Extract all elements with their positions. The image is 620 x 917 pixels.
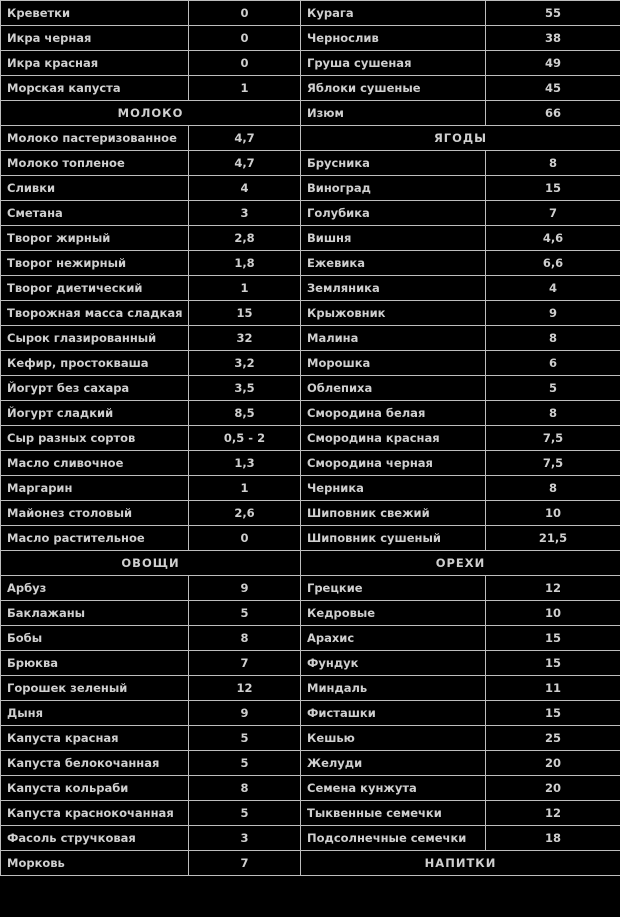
carb-value: 0 xyxy=(189,1,301,26)
carb-value: 7 xyxy=(486,201,620,226)
food-name: Йогурт сладкий xyxy=(1,401,189,426)
food-name: Сыр разных сортов xyxy=(1,426,189,451)
carb-value: 4,7 xyxy=(189,126,301,151)
food-name: Земляника xyxy=(301,276,486,301)
food-name: Морковь xyxy=(1,851,189,876)
section-header: ЯГОДЫ xyxy=(301,126,620,151)
carb-value: 20 xyxy=(486,751,620,776)
carb-value: 7 xyxy=(189,651,301,676)
carb-value: 15 xyxy=(486,701,620,726)
food-name: Шиповник сушеный xyxy=(301,526,486,551)
table-row xyxy=(1,726,620,751)
food-name: Семена кунжута xyxy=(301,776,486,801)
carb-value: 1 xyxy=(189,276,301,301)
carb-value: 1 xyxy=(189,76,301,101)
carb-value: 49 xyxy=(486,51,620,76)
food-name: Кедровые xyxy=(301,601,486,626)
carb-value: 12 xyxy=(486,801,620,826)
carb-value: 4,6 xyxy=(486,226,620,251)
carb-value: 32 xyxy=(189,326,301,351)
carb-value: 38 xyxy=(486,26,620,51)
food-name: Чернослив xyxy=(301,26,486,51)
carb-value: 1,3 xyxy=(189,451,301,476)
carb-value: 2,6 xyxy=(189,501,301,526)
food-name: Голубика xyxy=(301,201,486,226)
table-row xyxy=(1,801,620,826)
carb-value: 8 xyxy=(486,151,620,176)
food-name: Кешью xyxy=(301,726,486,751)
carb-value: 8 xyxy=(189,776,301,801)
carb-value: 4 xyxy=(486,276,620,301)
carb-value: 1,8 xyxy=(189,251,301,276)
table-row xyxy=(1,476,620,501)
carb-value: 3,2 xyxy=(189,351,301,376)
table-row xyxy=(1,526,620,551)
food-name: Вишня xyxy=(301,226,486,251)
carb-value: 2,8 xyxy=(189,226,301,251)
carb-value: 0,5 - 2 xyxy=(189,426,301,451)
food-name: Майонез столовый xyxy=(1,501,189,526)
carb-value: 8 xyxy=(189,626,301,651)
carb-value: 15 xyxy=(486,176,620,201)
carb-value: 8 xyxy=(486,326,620,351)
food-name: Малина xyxy=(301,326,486,351)
carb-value: 8,5 xyxy=(189,401,301,426)
carb-value: 55 xyxy=(486,1,620,26)
food-name: Морошка xyxy=(301,351,486,376)
carb-value: 6,6 xyxy=(486,251,620,276)
carb-value: 7,5 xyxy=(486,451,620,476)
carb-value: 9 xyxy=(189,576,301,601)
table-row xyxy=(1,626,620,651)
food-name: Арахис xyxy=(301,626,486,651)
food-name: Фасоль стручковая xyxy=(1,826,189,851)
food-name: Виноград xyxy=(301,176,486,201)
food-name: Крыжовник xyxy=(301,301,486,326)
carb-value: 9 xyxy=(189,701,301,726)
food-name: Творог диетический xyxy=(1,276,189,301)
food-name: Подсолнечные семечки xyxy=(301,826,486,851)
table-row xyxy=(1,776,620,801)
carb-value: 8 xyxy=(486,401,620,426)
food-name: Тыквенные семечки xyxy=(301,801,486,826)
carb-value: 18 xyxy=(486,826,620,851)
table-row xyxy=(1,276,620,301)
food-name: Капуста кольраби xyxy=(1,776,189,801)
table-row xyxy=(1,351,620,376)
table-body xyxy=(1,1,620,876)
section-header: ОРЕХИ xyxy=(301,551,620,576)
carb-value: 15 xyxy=(189,301,301,326)
carb-value: 15 xyxy=(486,626,620,651)
table-row xyxy=(1,576,620,601)
food-name: Икра черная xyxy=(1,26,189,51)
food-name: Масло растительное xyxy=(1,526,189,551)
table-row xyxy=(1,126,620,151)
carb-value: 21,5 xyxy=(486,526,620,551)
food-name: Шиповник свежий xyxy=(301,501,486,526)
food-name: Морская капуста xyxy=(1,76,189,101)
food-name: Облепиха xyxy=(301,376,486,401)
carb-value: 7 xyxy=(189,851,301,876)
table-row xyxy=(1,176,620,201)
table-row xyxy=(1,26,620,51)
food-name: Ежевика xyxy=(301,251,486,276)
carb-value: 20 xyxy=(486,776,620,801)
food-name: Кефир, простокваша xyxy=(1,351,189,376)
section-header: ОВОЩИ xyxy=(1,551,301,576)
table-row xyxy=(1,426,620,451)
table-row xyxy=(1,401,620,426)
carb-value: 6 xyxy=(486,351,620,376)
carb-value: 7,5 xyxy=(486,426,620,451)
table-row xyxy=(1,226,620,251)
carb-value: 4,7 xyxy=(189,151,301,176)
food-name: Смородина красная xyxy=(301,426,486,451)
food-name: Дыня xyxy=(1,701,189,726)
section-header: МОЛОКО xyxy=(1,101,301,126)
food-name: Фисташки xyxy=(301,701,486,726)
carb-value: 8 xyxy=(486,476,620,501)
carb-value: 5 xyxy=(189,726,301,751)
food-name: Баклажаны xyxy=(1,601,189,626)
table-row xyxy=(1,826,620,851)
carb-value: 5 xyxy=(189,601,301,626)
table-row xyxy=(1,751,620,776)
food-name: Творожная масса сладкая xyxy=(1,301,189,326)
table-row xyxy=(1,76,620,101)
food-name: Смородина черная xyxy=(301,451,486,476)
carb-value: 10 xyxy=(486,501,620,526)
food-name: Сливки xyxy=(1,176,189,201)
carb-value: 3 xyxy=(189,826,301,851)
food-name: Грецкие xyxy=(301,576,486,601)
table-row xyxy=(1,151,620,176)
table-row xyxy=(1,201,620,226)
carb-value: 5 xyxy=(486,376,620,401)
food-name: Груша сушеная xyxy=(301,51,486,76)
food-name: Сметана xyxy=(1,201,189,226)
table-row xyxy=(1,851,620,876)
carb-value: 0 xyxy=(189,26,301,51)
table-row xyxy=(1,301,620,326)
table-row xyxy=(1,1,620,26)
table-row xyxy=(1,676,620,701)
carb-value: 3 xyxy=(189,201,301,226)
food-name: Капуста краснокочанная xyxy=(1,801,189,826)
carb-value: 3,5 xyxy=(189,376,301,401)
food-name: Горошек зеленый xyxy=(1,676,189,701)
carb-value: 25 xyxy=(486,726,620,751)
food-name: Молоко топленое xyxy=(1,151,189,176)
food-name: Молоко пастеризованное xyxy=(1,126,189,151)
carb-value: 12 xyxy=(486,576,620,601)
carb-value: 4 xyxy=(189,176,301,201)
food-name: Яблоки сушеные xyxy=(301,76,486,101)
carb-value: 45 xyxy=(486,76,620,101)
table-row xyxy=(1,651,620,676)
food-name: Брюква xyxy=(1,651,189,676)
carb-value: 12 xyxy=(189,676,301,701)
carb-value: 9 xyxy=(486,301,620,326)
food-name: Желуди xyxy=(301,751,486,776)
food-name: Маргарин xyxy=(1,476,189,501)
table-row xyxy=(1,51,620,76)
table-row xyxy=(1,101,620,126)
table-row xyxy=(1,701,620,726)
carb-value: 66 xyxy=(486,101,620,126)
table-row xyxy=(1,326,620,351)
food-name: Сырок глазированный xyxy=(1,326,189,351)
food-name: Бобы xyxy=(1,626,189,651)
food-name: Смородина белая xyxy=(301,401,486,426)
section-header: НАПИТКИ xyxy=(301,851,620,876)
food-name: Икра красная xyxy=(1,51,189,76)
food-name: Креветки xyxy=(1,1,189,26)
carb-value: 1 xyxy=(189,476,301,501)
food-name: Фундук xyxy=(301,651,486,676)
food-name: Курага xyxy=(301,1,486,26)
food-name: Брусника xyxy=(301,151,486,176)
carb-value: 5 xyxy=(189,751,301,776)
food-name: Изюм xyxy=(301,101,486,126)
carb-value: 15 xyxy=(486,651,620,676)
food-name: Арбуз xyxy=(1,576,189,601)
table-row xyxy=(1,501,620,526)
food-name: Миндаль xyxy=(301,676,486,701)
food-name: Черника xyxy=(301,476,486,501)
carb-value: 0 xyxy=(189,526,301,551)
carb-value: 5 xyxy=(189,801,301,826)
food-name: Йогурт без сахара xyxy=(1,376,189,401)
table-row xyxy=(1,451,620,476)
carb-value: 11 xyxy=(486,676,620,701)
table-row xyxy=(1,376,620,401)
carb-value: 0 xyxy=(189,51,301,76)
table-row xyxy=(1,551,620,576)
food-name: Творог нежирный xyxy=(1,251,189,276)
food-name: Масло сливочное xyxy=(1,451,189,476)
carb-value: 10 xyxy=(486,601,620,626)
table-row xyxy=(1,601,620,626)
food-name: Капуста белокочанная xyxy=(1,751,189,776)
table-row xyxy=(1,251,620,276)
food-name: Капуста красная xyxy=(1,726,189,751)
food-name: Творог жирный xyxy=(1,226,189,251)
